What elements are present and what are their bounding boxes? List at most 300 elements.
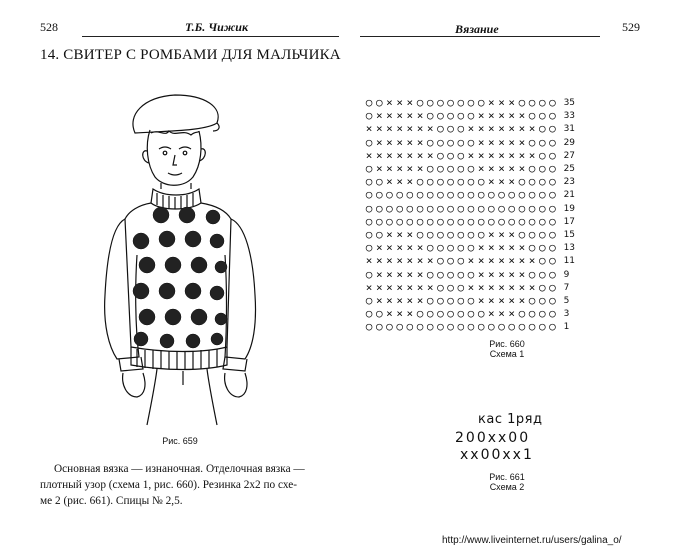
cross-stitch-symbol: × [498, 254, 505, 268]
chart-row-number: 13 [563, 243, 576, 254]
cross-stitch-symbol: × [396, 175, 403, 189]
cross-stitch-symbol: × [365, 148, 373, 162]
cross-stitch-symbol: × [528, 280, 536, 294]
cross-stitch-symbol: × [477, 267, 485, 281]
circle-stitch-symbol: ○ [488, 214, 495, 228]
cross-stitch-symbol: × [498, 307, 505, 321]
circle-stitch-symbol: ○ [467, 109, 475, 123]
cross-stitch-symbol: × [488, 109, 495, 123]
circle-stitch-symbol: ○ [518, 96, 526, 109]
circle-stitch-symbol: ○ [437, 294, 444, 307]
cross-stitch-symbol: × [488, 96, 495, 109]
left-running-header: Т.Б. Чижик [185, 20, 249, 34]
cross-stitch-symbol: × [518, 122, 526, 136]
figure-661-caption: Рис. 661 [489, 472, 525, 482]
circle-stitch-symbol: ○ [467, 267, 475, 281]
circle-stitch-symbol: ○ [447, 307, 454, 321]
chart-row [364, 96, 575, 110]
handwritten-pattern-line-1: 200xx00 [455, 430, 531, 446]
circle-stitch-symbol: ○ [437, 135, 444, 149]
chart-row [364, 307, 569, 321]
circle-stitch-symbol: ○ [457, 135, 465, 149]
chart-row [364, 228, 575, 242]
chart-row-number: 1 [563, 322, 570, 333]
figure-659-caption: Рис. 659 [162, 436, 198, 446]
cross-stitch-symbol: × [477, 122, 485, 136]
circle-stitch-symbol: ○ [426, 162, 434, 175]
circle-stitch-symbol: ○ [416, 228, 424, 241]
cross-stitch-symbol: × [498, 294, 505, 307]
circle-stitch-symbol: ○ [549, 96, 556, 109]
circle-stitch-symbol: ○ [538, 241, 546, 255]
cross-stitch-symbol: × [406, 280, 414, 294]
body-line: Основная вязка — изнаночная. Отделочная вязка — [54, 463, 305, 475]
cross-stitch-symbol: × [477, 294, 485, 307]
circle-stitch-symbol: ○ [467, 307, 475, 321]
circle-stitch-symbol: ○ [437, 188, 444, 202]
cross-stitch-symbol: × [426, 254, 434, 268]
circle-stitch-symbol: ○ [447, 254, 454, 268]
cross-stitch-symbol: × [508, 122, 516, 136]
circle-stitch-symbol: ○ [426, 307, 434, 321]
circle-stitch-symbol: ○ [467, 214, 475, 228]
circle-stitch-symbol: ○ [467, 175, 475, 189]
cross-stitch-symbol: × [396, 148, 403, 162]
circle-stitch-symbol: ○ [365, 109, 373, 123]
cross-stitch-symbol: × [396, 254, 403, 268]
cross-stitch-symbol: × [375, 135, 383, 149]
cross-stitch-symbol: × [386, 162, 393, 175]
cross-stitch-symbol: × [508, 280, 516, 294]
circle-stitch-symbol: ○ [437, 280, 444, 294]
circle-stitch-symbol: ○ [396, 320, 403, 334]
cross-stitch-symbol: × [498, 267, 505, 281]
circle-stitch-symbol: ○ [538, 175, 546, 189]
circle-stitch-symbol: ○ [549, 135, 556, 149]
circle-stitch-symbol: ○ [375, 175, 383, 189]
cross-stitch-symbol: × [488, 148, 495, 162]
circle-stitch-symbol: ○ [447, 267, 454, 281]
circle-stitch-symbol: ○ [549, 307, 556, 321]
circle-stitch-symbol: ○ [426, 267, 434, 281]
circle-stitch-symbol: ○ [406, 320, 414, 334]
cross-stitch-symbol: × [416, 148, 424, 162]
circle-stitch-symbol: ○ [488, 188, 495, 202]
circle-stitch-symbol: ○ [365, 175, 373, 189]
chart-row [364, 109, 575, 123]
circle-stitch-symbol: ○ [416, 175, 424, 189]
circle-stitch-symbol: ○ [538, 267, 546, 281]
cross-stitch-symbol: × [477, 109, 485, 123]
circle-stitch-symbol: ○ [437, 320, 444, 334]
circle-stitch-symbol: ○ [447, 175, 454, 189]
chart-row-number: 21 [563, 190, 576, 201]
cross-stitch-symbol: × [477, 241, 485, 255]
circle-stitch-symbol: ○ [365, 96, 373, 109]
circle-stitch-symbol: ○ [447, 320, 454, 334]
circle-stitch-symbol: ○ [467, 96, 475, 109]
circle-stitch-symbol: ○ [528, 96, 536, 109]
cross-stitch-symbol: × [498, 148, 505, 162]
cross-stitch-symbol: × [406, 307, 414, 321]
circle-stitch-symbol: ○ [528, 188, 536, 202]
cross-stitch-symbol: × [406, 241, 414, 255]
circle-stitch-symbol: ○ [518, 188, 526, 202]
circle-stitch-symbol: ○ [467, 201, 475, 215]
cross-stitch-symbol: × [386, 280, 393, 294]
circle-stitch-symbol: ○ [549, 201, 556, 215]
circle-stitch-symbol: ○ [528, 175, 536, 189]
cross-stitch-symbol: × [518, 162, 526, 175]
cross-stitch-symbol: × [518, 294, 526, 307]
circle-stitch-symbol: ○ [426, 109, 434, 123]
cross-stitch-symbol: × [365, 280, 373, 294]
cross-stitch-symbol: × [416, 122, 424, 136]
circle-stitch-symbol: ○ [518, 307, 526, 321]
circle-stitch-symbol: ○ [528, 241, 536, 255]
boy-sweater-illustration [95, 85, 285, 430]
cross-stitch-symbol: × [406, 254, 414, 268]
cross-stitch-symbol: × [508, 135, 516, 149]
cross-stitch-symbol: × [498, 96, 505, 109]
chart-row-number: 3 [563, 309, 570, 320]
circle-stitch-symbol: ○ [375, 307, 383, 321]
circle-stitch-symbol: ○ [457, 294, 465, 307]
circle-stitch-symbol: ○ [528, 214, 536, 228]
cross-stitch-symbol: × [396, 96, 403, 109]
circle-stitch-symbol: ○ [375, 320, 383, 334]
circle-stitch-symbol: ○ [549, 162, 556, 175]
circle-stitch-symbol: ○ [538, 280, 546, 294]
circle-stitch-symbol: ○ [365, 267, 373, 281]
circle-stitch-symbol: ○ [538, 294, 546, 307]
circle-stitch-symbol: ○ [447, 228, 454, 241]
circle-stitch-symbol: ○ [467, 241, 475, 255]
cross-stitch-symbol: × [416, 267, 424, 281]
circle-stitch-symbol: ○ [365, 294, 373, 307]
circle-stitch-symbol: ○ [538, 254, 546, 268]
circle-stitch-symbol: ○ [447, 148, 454, 162]
cross-stitch-symbol: × [375, 254, 383, 268]
circle-stitch-symbol: ○ [538, 162, 546, 175]
circle-stitch-symbol: ○ [538, 135, 546, 149]
right-header-rule [360, 36, 600, 37]
cross-stitch-symbol: × [488, 228, 495, 241]
cross-stitch-symbol: × [477, 135, 485, 149]
circle-stitch-symbol: ○ [528, 294, 536, 307]
chart-row [364, 294, 569, 308]
chart-row-number: 25 [563, 164, 576, 174]
knitting-chart-schema-1 [364, 96, 664, 336]
circle-stitch-symbol: ○ [437, 267, 444, 281]
circle-stitch-symbol: ○ [457, 241, 465, 255]
circle-stitch-symbol: ○ [447, 241, 454, 255]
circle-stitch-symbol: ○ [426, 294, 434, 307]
circle-stitch-symbol: ○ [457, 162, 465, 175]
cross-stitch-symbol: × [416, 109, 424, 123]
chart-row [364, 202, 575, 216]
cross-stitch-symbol: × [406, 148, 414, 162]
circle-stitch-symbol: ○ [477, 307, 485, 321]
cross-stitch-symbol: × [508, 267, 516, 281]
circle-stitch-symbol: ○ [467, 188, 475, 202]
circle-stitch-symbol: ○ [426, 175, 434, 189]
circle-stitch-symbol: ○ [528, 201, 536, 215]
circle-stitch-symbol: ○ [447, 122, 454, 136]
circle-stitch-symbol: ○ [498, 320, 505, 334]
cross-stitch-symbol: × [518, 254, 526, 268]
circle-stitch-symbol: ○ [457, 148, 465, 162]
circle-stitch-symbol: ○ [508, 188, 516, 202]
cross-stitch-symbol: × [386, 96, 393, 109]
cross-stitch-symbol: × [396, 280, 403, 294]
circle-stitch-symbol: ○ [549, 267, 556, 281]
cross-stitch-symbol: × [477, 280, 485, 294]
circle-stitch-symbol: ○ [549, 109, 556, 123]
circle-stitch-symbol: ○ [437, 175, 444, 189]
circle-stitch-symbol: ○ [437, 201, 444, 215]
circle-stitch-symbol: ○ [467, 162, 475, 175]
circle-stitch-symbol: ○ [416, 307, 424, 321]
handwritten-pattern-line-2: xx00xx1 [460, 447, 534, 463]
chart-row [364, 122, 575, 136]
circle-stitch-symbol: ○ [375, 201, 383, 215]
circle-stitch-symbol: ○ [457, 214, 465, 228]
cross-stitch-symbol: × [488, 267, 495, 281]
circle-stitch-symbol: ○ [508, 320, 516, 334]
chart-row [364, 241, 575, 255]
cross-stitch-symbol: × [386, 294, 393, 307]
circle-stitch-symbol: ○ [406, 214, 414, 228]
cross-stitch-symbol: × [518, 280, 526, 294]
cross-stitch-symbol: × [508, 109, 516, 123]
circle-stitch-symbol: ○ [457, 201, 465, 215]
circle-stitch-symbol: ○ [447, 214, 454, 228]
circle-stitch-symbol: ○ [528, 228, 536, 241]
circle-stitch-symbol: ○ [426, 228, 434, 241]
circle-stitch-symbol: ○ [498, 201, 505, 215]
circle-stitch-symbol: ○ [508, 201, 516, 215]
circle-stitch-symbol: ○ [538, 214, 546, 228]
chart-row [364, 188, 575, 202]
circle-stitch-symbol: ○ [406, 188, 414, 202]
circle-stitch-symbol: ○ [538, 320, 546, 334]
cross-stitch-symbol: × [386, 254, 393, 268]
circle-stitch-symbol: ○ [437, 122, 444, 136]
cross-stitch-symbol: × [498, 135, 505, 149]
cross-stitch-symbol: × [396, 294, 403, 307]
circle-stitch-symbol: ○ [467, 135, 475, 149]
chart-row [364, 175, 575, 189]
circle-stitch-symbol: ○ [426, 96, 434, 109]
circle-stitch-symbol: ○ [386, 214, 393, 228]
cross-stitch-symbol: × [386, 148, 393, 162]
chart-row [364, 215, 575, 229]
cross-stitch-symbol: × [406, 294, 414, 307]
circle-stitch-symbol: ○ [365, 241, 373, 255]
cross-stitch-symbol: × [375, 294, 383, 307]
circle-stitch-symbol: ○ [437, 214, 444, 228]
circle-stitch-symbol: ○ [437, 148, 444, 162]
chart-row-number: 11 [563, 256, 576, 267]
cross-stitch-symbol: × [386, 267, 393, 281]
circle-stitch-symbol: ○ [426, 241, 434, 255]
chart-row-number: 27 [563, 150, 576, 161]
cross-stitch-symbol: × [386, 109, 393, 123]
chart-row-number: 15 [563, 230, 576, 240]
circle-stitch-symbol: ○ [549, 280, 556, 294]
circle-stitch-symbol: ○ [477, 96, 485, 109]
circle-stitch-symbol: ○ [396, 214, 403, 228]
figure-660-caption: Рис. 660 [489, 339, 525, 349]
cross-stitch-symbol: × [396, 162, 403, 175]
cross-stitch-symbol: × [488, 294, 495, 307]
circle-stitch-symbol: ○ [426, 188, 434, 202]
circle-stitch-symbol: ○ [386, 201, 393, 215]
cross-stitch-symbol: × [518, 241, 526, 255]
circle-stitch-symbol: ○ [426, 135, 434, 149]
chart-row-number: 31 [563, 124, 576, 135]
circle-stitch-symbol: ○ [518, 201, 526, 215]
chart-row-number: 35 [563, 98, 576, 108]
cross-stitch-symbol: × [508, 175, 516, 189]
circle-stitch-symbol: ○ [457, 122, 465, 136]
cross-stitch-symbol: × [488, 162, 495, 175]
circle-stitch-symbol: ○ [528, 162, 536, 175]
circle-stitch-symbol: ○ [477, 320, 485, 334]
circle-stitch-symbol: ○ [365, 307, 373, 321]
circle-stitch-symbol: ○ [538, 148, 546, 162]
circle-stitch-symbol: ○ [416, 214, 424, 228]
circle-stitch-symbol: ○ [508, 214, 516, 228]
chart-row-number: 29 [563, 137, 576, 148]
left-page-number: 528 [40, 20, 58, 34]
circle-stitch-symbol: ○ [549, 320, 556, 334]
cross-stitch-symbol: × [488, 254, 495, 268]
cross-stitch-symbol: × [508, 241, 516, 255]
cross-stitch-symbol: × [406, 122, 414, 136]
cross-stitch-symbol: × [406, 109, 414, 123]
left-header-rule [82, 36, 339, 37]
circle-stitch-symbol: ○ [437, 307, 444, 321]
cross-stitch-symbol: × [416, 135, 424, 149]
circle-stitch-symbol: ○ [365, 320, 373, 334]
cross-stitch-symbol: × [477, 254, 485, 268]
chart-row [364, 136, 575, 150]
cross-stitch-symbol: × [498, 162, 505, 175]
circle-stitch-symbol: ○ [549, 254, 556, 268]
circle-stitch-symbol: ○ [365, 188, 373, 202]
circle-stitch-symbol: ○ [528, 109, 536, 123]
cross-stitch-symbol: × [406, 96, 414, 109]
cross-stitch-symbol: × [498, 280, 505, 294]
cross-stitch-symbol: × [477, 162, 485, 175]
chart-row-number: 7 [563, 282, 570, 293]
circle-stitch-symbol: ○ [538, 109, 546, 123]
cross-stitch-symbol: × [416, 254, 424, 268]
circle-stitch-symbol: ○ [375, 96, 383, 109]
circle-stitch-symbol: ○ [416, 96, 424, 109]
cross-stitch-symbol: × [488, 135, 495, 149]
chart-row-number: 33 [563, 111, 576, 122]
cross-stitch-symbol: × [518, 109, 526, 123]
circle-stitch-symbol: ○ [518, 320, 526, 334]
circle-stitch-symbol: ○ [416, 188, 424, 202]
circle-stitch-symbol: ○ [396, 201, 403, 215]
circle-stitch-symbol: ○ [386, 188, 393, 202]
cross-stitch-symbol: × [467, 148, 475, 162]
cross-stitch-symbol: × [406, 162, 414, 175]
circle-stitch-symbol: ○ [375, 214, 383, 228]
circle-stitch-symbol: ○ [365, 214, 373, 228]
cross-stitch-symbol: × [386, 122, 393, 136]
circle-stitch-symbol: ○ [416, 201, 424, 215]
circle-stitch-symbol: ○ [457, 320, 465, 334]
circle-stitch-symbol: ○ [437, 254, 444, 268]
cross-stitch-symbol: × [528, 122, 536, 136]
cross-stitch-symbol: × [498, 109, 505, 123]
circle-stitch-symbol: ○ [406, 201, 414, 215]
circle-stitch-symbol: ○ [477, 228, 485, 241]
chart-row [364, 162, 575, 176]
circle-stitch-symbol: ○ [416, 320, 424, 334]
chart-row [364, 254, 575, 268]
circle-stitch-symbol: ○ [477, 201, 485, 215]
circle-stitch-symbol: ○ [457, 96, 465, 109]
cross-stitch-symbol: × [518, 267, 526, 281]
cross-stitch-symbol: × [406, 175, 414, 189]
handwritten-row-label: кас 1ряд [478, 412, 543, 427]
cross-stitch-symbol: × [426, 148, 434, 162]
circle-stitch-symbol: ○ [549, 148, 556, 162]
chapter-title: 14. СВИТЕР С РОМБАМИ ДЛЯ МАЛЬЧИКА [40, 47, 341, 63]
cross-stitch-symbol: × [375, 241, 383, 255]
cross-stitch-symbol: × [416, 241, 424, 255]
cross-stitch-symbol: × [508, 294, 516, 307]
circle-stitch-symbol: ○ [538, 228, 546, 241]
circle-stitch-symbol: ○ [549, 122, 556, 136]
cross-stitch-symbol: × [518, 135, 526, 149]
right-running-header: Вязание [455, 22, 499, 36]
footer-url: http://www.liveinternet.ru/users/galina_o/ [442, 535, 622, 546]
circle-stitch-symbol: ○ [365, 135, 373, 149]
circle-stitch-symbol: ○ [528, 307, 536, 321]
circle-stitch-symbol: ○ [426, 320, 434, 334]
cross-stitch-symbol: × [508, 162, 516, 175]
circle-stitch-symbol: ○ [498, 188, 505, 202]
circle-stitch-symbol: ○ [396, 188, 403, 202]
circle-stitch-symbol: ○ [549, 188, 556, 202]
cross-stitch-symbol: × [508, 96, 516, 109]
cross-stitch-symbol: × [375, 267, 383, 281]
cross-stitch-symbol: × [375, 148, 383, 162]
cross-stitch-symbol: × [426, 122, 434, 136]
circle-stitch-symbol: ○ [549, 228, 556, 241]
circle-stitch-symbol: ○ [528, 320, 536, 334]
cross-stitch-symbol: × [375, 122, 383, 136]
schema-1-caption: Схема 1 [489, 349, 525, 359]
chart-row-number: 23 [563, 177, 576, 188]
cross-stitch-symbol: × [416, 280, 424, 294]
cross-stitch-symbol: × [386, 135, 393, 149]
circle-stitch-symbol: ○ [549, 175, 556, 189]
chart-row [364, 320, 569, 334]
circle-stitch-symbol: ○ [457, 254, 465, 268]
circle-stitch-symbol: ○ [477, 214, 485, 228]
cross-stitch-symbol: × [498, 228, 505, 241]
cross-stitch-symbol: × [396, 228, 403, 241]
cross-stitch-symbol: × [406, 228, 414, 241]
